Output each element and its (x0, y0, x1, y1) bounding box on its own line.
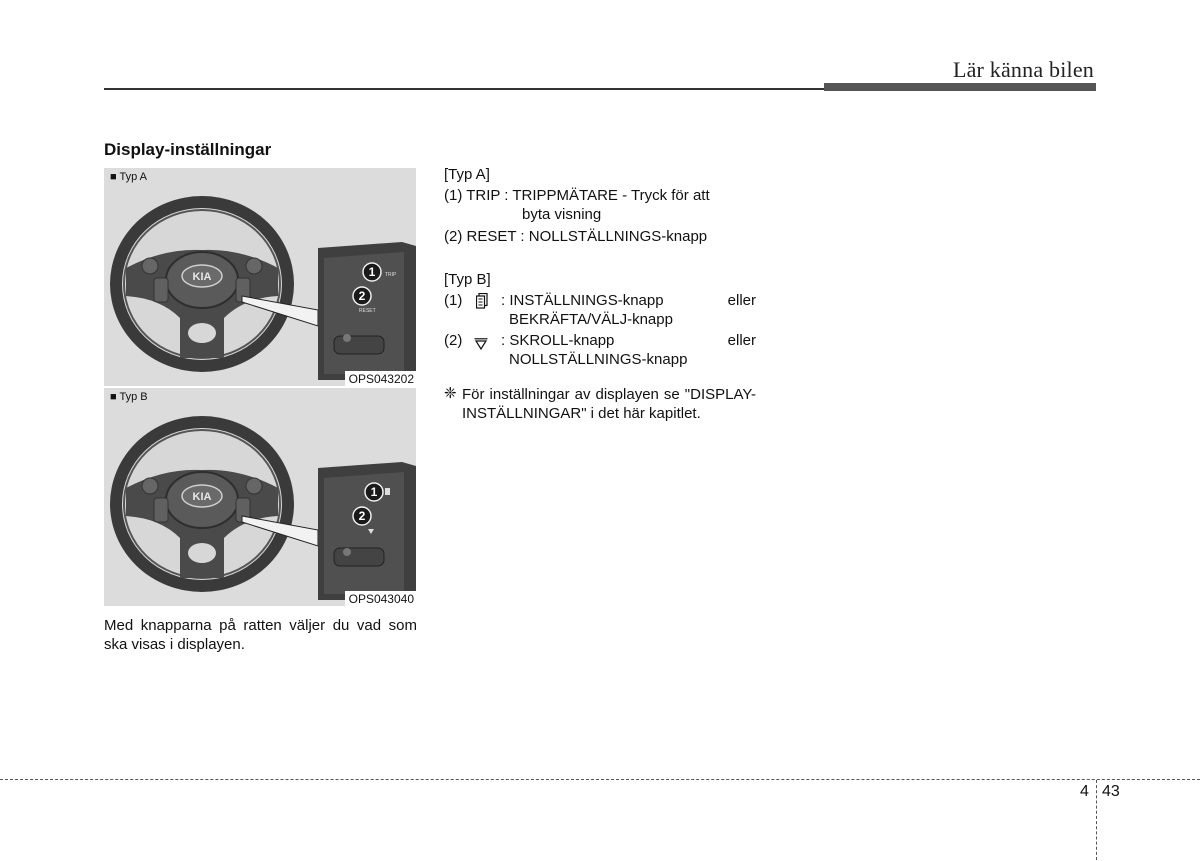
type-b-item-2-cont: NOLLSTÄLLNINGS-knapp (509, 351, 688, 368)
item-tail: eller (727, 292, 756, 309)
type-b-item-1-cont: BEKRÄFTA/VÄLJ-knapp (509, 311, 673, 328)
type-b-item-2 (444, 331, 756, 350)
settings-button-icon (476, 293, 488, 314)
svg-text:KIA: KIA (192, 271, 212, 283)
steering-wheel-illustration-a (104, 168, 416, 386)
type-a-item-2: (2) RESET : NOLLSTÄLLNINGS-knapp (444, 228, 708, 245)
figure-type-b (104, 388, 416, 606)
figure-code: OPS043040 (345, 591, 416, 606)
item-prefix: (2) (444, 332, 463, 349)
figure-type-a (104, 168, 416, 386)
svg-text:2: 2 (358, 289, 366, 303)
svg-text:RESET: RESET (359, 308, 376, 314)
item-text: : SKROLL-knapp (501, 332, 615, 349)
type-b-heading: [Typ B] (444, 271, 491, 288)
figure-label: ■ Typ A (110, 171, 148, 183)
type-a-item-1-cont: byta visning (522, 206, 602, 223)
type-b-block (444, 270, 756, 380)
svg-text:TRIP: TRIP (385, 272, 397, 278)
item-prefix: (1) (444, 292, 463, 309)
section-title: Display-inställningar (104, 140, 272, 159)
note-symbol: ❈ (444, 385, 457, 402)
item-prefix: (1) TRIP : (444, 187, 509, 204)
chapter-number: 4 (1080, 783, 1089, 800)
type-b-item-1 (444, 291, 756, 310)
figure-code: OPS043202 (345, 371, 416, 386)
footer-divider (1096, 780, 1097, 860)
running-header-title: Lär känna bilen (952, 57, 1094, 82)
item-text: TRIPPMÄTARE - Tryck för att (512, 187, 710, 204)
header-rule (104, 88, 824, 90)
type-a-item-1 (444, 186, 756, 205)
item-tail: eller (727, 332, 756, 349)
svg-text:2: 2 (358, 509, 366, 523)
figure-label: ■ Typ B (110, 391, 148, 403)
svg-text:1: 1 (370, 485, 378, 499)
type-a-block (444, 165, 756, 255)
item-text: : INSTÄLLNINGS-knapp (501, 292, 664, 309)
svg-text:KIA: KIA (192, 491, 212, 503)
footer-rule (0, 779, 1200, 780)
scroll-down-icon (474, 336, 488, 355)
svg-text:1: 1 (368, 265, 376, 279)
intro-paragraph: Med knapparna på ratten väljer du vad som ska visas i displayen. (104, 617, 417, 653)
header-bar (824, 83, 1096, 91)
note-text: För inställningar av displayen se "DISPLAY-INSTÄLLNINGAR" i det här kapitlet. (462, 386, 756, 422)
type-a-heading: [Typ A] (444, 166, 490, 183)
steering-wheel-illustration-b (104, 388, 416, 606)
page-number: 43 (1102, 783, 1120, 800)
